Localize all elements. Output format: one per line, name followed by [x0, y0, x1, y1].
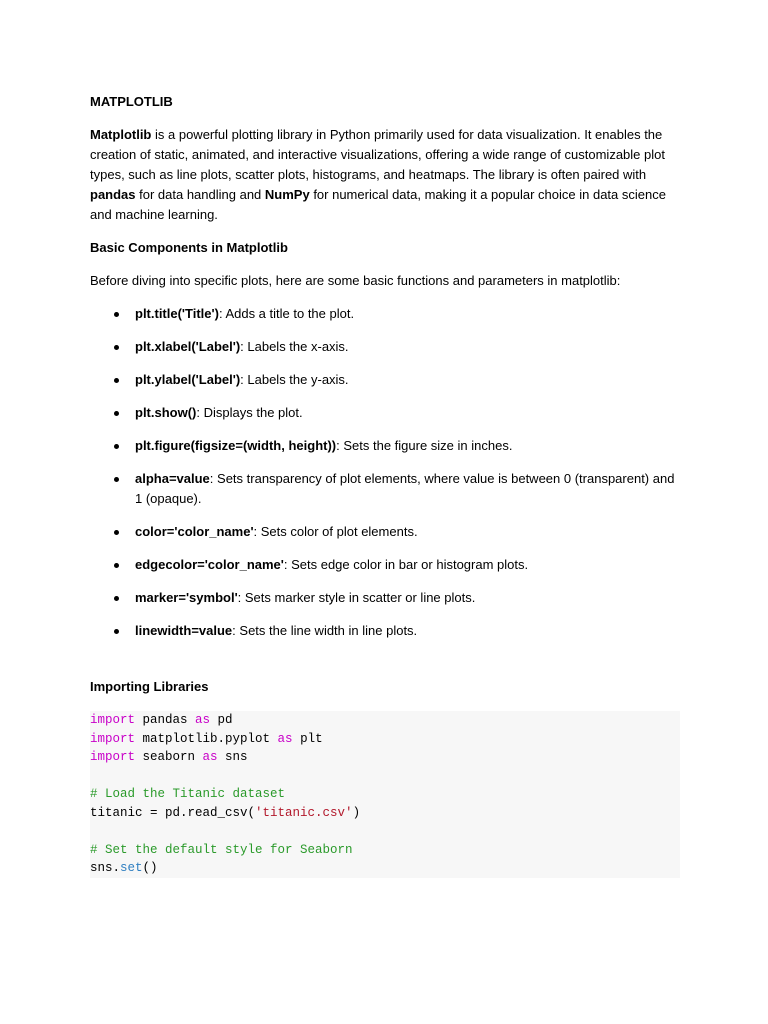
- bullet-icon: [114, 444, 119, 449]
- code-keyword: as: [277, 731, 293, 746]
- code-blank-line: [90, 822, 680, 841]
- intro-text-1: is a powerful plotting library in Python primarily used for data visualization. It enables the creation of static, animated, and interactive visualizations, offering a wide range of customizable plot types, such as line plots, scatter plots, histograms, and heatmaps. The library is often paired with: [90, 127, 665, 182]
- list-item-desc: : Sets the figure size in inches.: [336, 438, 513, 453]
- section-heading-importing-libraries: Importing Libraries: [90, 679, 209, 694]
- code-keyword: as: [195, 713, 211, 727]
- list-item-code: edgecolor='color_name': [135, 557, 284, 572]
- intro-bold-matplotlib: Matplotlib: [90, 127, 152, 142]
- code-keyword: as: [202, 750, 218, 764]
- code-keyword: import: [90, 731, 136, 746]
- code-text: pandas: [135, 713, 196, 727]
- bullet-icon: [114, 345, 119, 350]
- intro-bold-numpy: NumPy: [264, 187, 310, 202]
- bullet-icon: [114, 378, 119, 383]
- list-item-desc: : Sets color of plot elements.: [253, 524, 418, 539]
- list-item-desc: : Displays the plot.: [196, 405, 303, 420]
- list-item-code: marker='symbol': [135, 590, 238, 605]
- code-text: (): [142, 861, 158, 875]
- code-line: [90, 841, 680, 860]
- list-item: [90, 469, 680, 509]
- code-string: 'titanic.csv': [255, 805, 353, 820]
- code-line: [90, 730, 680, 749]
- code-text: titanic = pd.read_csv(: [90, 805, 256, 820]
- code-text: sns.: [90, 861, 121, 875]
- bullet-icon: [114, 629, 119, 634]
- intro-text-3: for numerical data, making it a popular choice in data science and machine learning.: [90, 187, 666, 222]
- list-item-desc: : Sets marker style in scatter or line plots.: [237, 590, 476, 605]
- list-item-code: color='color_name': [135, 524, 254, 539]
- code-line: [90, 785, 680, 804]
- bullet-icon: [114, 411, 119, 416]
- list-item-code: plt.ylabel('Label'): [135, 372, 241, 387]
- intro-bold-pandas: pandas: [90, 187, 136, 202]
- list-item: [90, 588, 680, 608]
- intro-text-2: for data handling and: [135, 187, 265, 202]
- list-item-code: alpha=value: [135, 471, 210, 486]
- code-comment: # Load the Titanic dataset: [90, 787, 286, 801]
- code-text: pd: [210, 713, 233, 727]
- intro-paragraph: [90, 125, 680, 225]
- list-item-desc: : Sets edge color in bar or histogram plots.: [283, 557, 529, 572]
- code-blank-line: [90, 767, 680, 786]
- bullet-icon: [114, 312, 119, 317]
- code-line: [90, 748, 680, 767]
- list-item: [90, 337, 680, 357]
- bullet-icon: [114, 477, 119, 482]
- list-item: [90, 403, 680, 423]
- list-item-desc: : Adds a title to the plot.: [218, 306, 355, 321]
- code-function: set: [120, 861, 143, 875]
- list-item: [90, 522, 680, 542]
- code-line: [90, 804, 680, 823]
- list-item: [90, 621, 680, 641]
- code-text: ): [352, 805, 361, 820]
- list-item-desc: : Sets transparency of plot elements, where value is between 0 (transparent) and 1 (opaque).: [135, 471, 675, 506]
- code-line: [90, 859, 680, 878]
- bullet-icon: [114, 563, 119, 568]
- list-item: [90, 436, 680, 456]
- bullet-icon: [114, 530, 119, 535]
- components-list: [90, 304, 680, 641]
- page-title: MATPLOTLIB: [90, 94, 173, 109]
- code-text: sns: [217, 750, 248, 764]
- code-text: matplotlib.pyplot: [135, 731, 278, 746]
- list-item: [90, 304, 680, 324]
- bullet-icon: [114, 596, 119, 601]
- list-item-code: plt.show(): [135, 405, 197, 420]
- list-item-desc: : Labels the y-axis.: [240, 372, 349, 387]
- list-item-code: plt.figure(figsize=(width, height)): [135, 438, 337, 453]
- code-text: seaborn: [135, 750, 203, 764]
- code-text: plt: [292, 731, 323, 746]
- code-block: [90, 711, 680, 878]
- list-item-code: plt.xlabel('Label'): [135, 339, 241, 354]
- code-keyword: import: [90, 750, 136, 764]
- code-keyword: import: [90, 713, 136, 727]
- section-lead-paragraph: Before diving into specific plots, here are some basic functions and parameters in matplotlib:: [90, 273, 621, 288]
- code-line: [90, 711, 680, 730]
- code-comment: # Set the default style for Seaborn: [90, 842, 353, 857]
- list-item-code: linewidth=value: [135, 623, 233, 638]
- list-item-desc: : Labels the x-axis.: [240, 339, 349, 354]
- list-item: [90, 370, 680, 390]
- list-item: [90, 555, 680, 575]
- document-content: [90, 92, 680, 878]
- list-item-code: plt.title('Title'): [135, 306, 219, 321]
- section-heading-basic-components: Basic Components in Matplotlib: [90, 240, 288, 255]
- list-item-desc: : Sets the line width in line plots.: [232, 623, 418, 638]
